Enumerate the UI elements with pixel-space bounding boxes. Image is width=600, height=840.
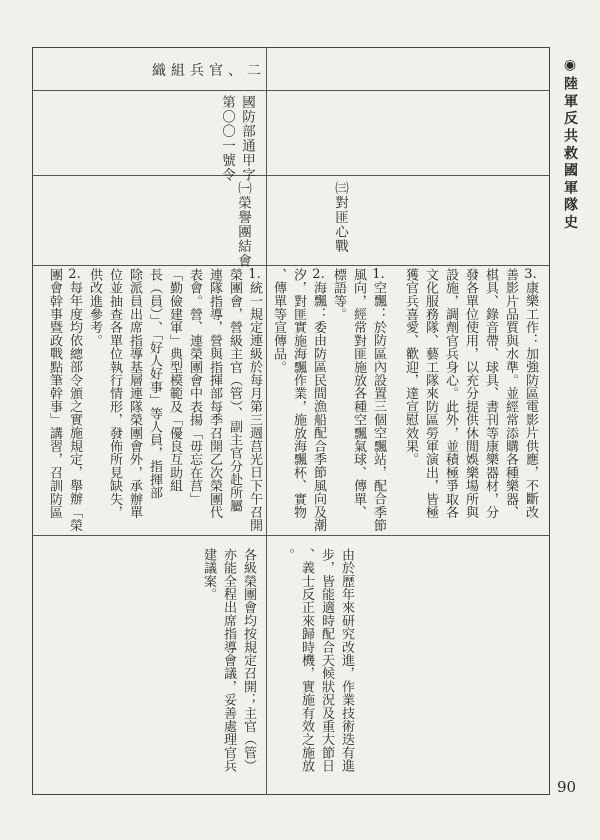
- section-heading: ㈢對匪心戰: [332, 181, 348, 254]
- text-column: 表會。營、連榮團會中表揚「毋忘在莒」: [187, 268, 202, 506]
- text-column: 設施，調劑官兵身心。此外，並積極爭取各: [443, 268, 458, 519]
- text-column: 國防部通甲字: [239, 95, 255, 182]
- text-column: 善影片品質與水準。並經常添購各種樂器、: [503, 268, 518, 519]
- text-column: 第〇〇一號令: [219, 95, 235, 182]
- text-column: 位並抽查各單位執行情形，發佈所見缺失，: [107, 268, 122, 519]
- text-column: 供改進參考。: [87, 268, 102, 348]
- section-heading-psywar: [330, 181, 350, 254]
- text-column: 步，皆能適時配合天候狀況及重大節日: [319, 548, 334, 773]
- text-column: 除派員出席指導基層連隊榮團會外，承辦單: [127, 268, 142, 519]
- psywar-result: [276, 548, 356, 772]
- text-column: 標語等。: [331, 268, 346, 321]
- table-rule: [32, 265, 550, 266]
- text-column: 汐，對匪實施海飄作業，施放海飄杯、實物: [291, 268, 306, 519]
- recreation-content: [400, 268, 540, 519]
- basis-cell: [217, 95, 257, 182]
- text-column: 獲官兵喜愛、歡迎，達宣慰效果。: [403, 268, 418, 466]
- section-heading-honor-group: [233, 181, 253, 268]
- section-title: 二、官兵組織: [152, 63, 266, 79]
- text-column: 風向，經常對匪施放各種空飄氣球、傳單、: [351, 268, 366, 519]
- section-heading: ㈠榮譽團結會: [235, 181, 251, 268]
- text-column: 團會幹事暨政戰點筆幹事」講習，召訓防區: [47, 268, 62, 519]
- running-header: ◉陸軍反共救國軍隊史: [562, 57, 578, 232]
- text-column: 發各單位使用，以充分提供休閒娛樂場所與: [463, 268, 478, 519]
- text-column: 棋具、錄音帶、球具、書刊等康樂器材，分: [483, 268, 498, 519]
- table-column-rule: [266, 47, 267, 795]
- text-column: 連隊指導，營與指揮部每季召開乙次榮團代: [207, 268, 222, 519]
- table-rule: [32, 175, 550, 176]
- honor-group-result: [198, 548, 258, 772]
- text-column: 榮團會，營級主官（管）、副主官分赴所屬: [227, 268, 242, 513]
- text-column: 、傳單等宣傳品。: [271, 268, 286, 374]
- text-column: 亦能全程出席指導會議，妥善處理官兵: [221, 548, 236, 773]
- text-column: 。: [279, 548, 294, 562]
- psywar-content: [268, 268, 388, 532]
- text-column: 「勤儉建軍」典型模範及「優良互助組: [167, 268, 182, 493]
- honor-group-content: [44, 268, 264, 532]
- text-column: 1.統一規定連級於每月第三週莒光日下午召開: [247, 268, 262, 532]
- text-column: 各級榮團會均按規定召開；主官（管）: [241, 548, 256, 773]
- text-column: 由於歷年來研究改進，作業技術迭有進: [339, 548, 354, 773]
- text-column: 長（員）」、「好人好事」等人員，指揮部: [147, 268, 162, 500]
- text-column: 2.海飄：委由防區民間漁船配合季節風向及潮: [311, 268, 326, 532]
- text-column: 3.康樂工作：加強防區電影片供應，不斷改: [523, 268, 538, 519]
- text-column: 建議案。: [201, 548, 216, 601]
- text-column: 文化服務隊、藝工隊來防區勞軍演出，皆極: [423, 268, 438, 519]
- text-column: 1.空飄：於防區內設置三個空飄站，配合季節: [371, 268, 386, 532]
- table-rule: [32, 90, 550, 91]
- text-column: 、義士反正來歸時機，實施有效之施放: [299, 548, 314, 773]
- text-column: 2.每年度均依總部令頒之實施規定，舉辦「榮: [67, 268, 82, 532]
- page-number: 90: [557, 778, 577, 796]
- table-rule: [32, 535, 550, 536]
